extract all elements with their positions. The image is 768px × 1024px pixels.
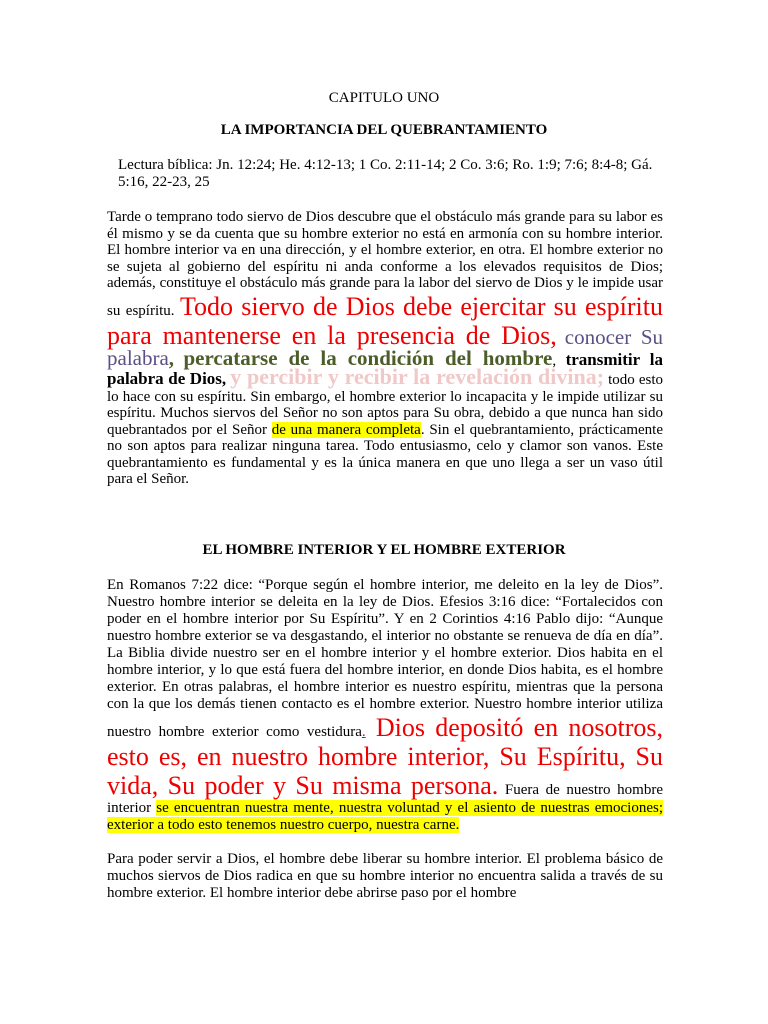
highlight-mente: se encuentran nuestra mente, nuestra voluntad y el asiento de nuestras emociones; exterior a todo esto tenemos nuestro cuerpo, nuestra carne. <box>107 800 664 833</box>
comma-1: , <box>168 345 175 370</box>
section-title: EL HOMBRE INTERIOR Y EL HOMBRE EXTERIOR <box>202 542 566 558</box>
paragraph-2 <box>107 577 663 834</box>
underlined-dot: . <box>361 724 366 740</box>
paragraph-3: Para poder servir a Dios, el hombre debe liberar su hombre interior. El problema básico de muchos siervos de Dios radica en que su hombre interior no encuentra salida a través de su hombre exterior. El hombre interior debe abrirse paso por el hombre <box>107 851 663 901</box>
emphasis-red: Todo siervo de Dios debe ejercitar su espíritu para mantenerse en la presencia de Dios, <box>107 291 663 350</box>
paragraph-1-text-b: todo esto lo hace con su espíritu. Sin embargo, el hombre exterior lo incapacita y le impide utilizar su espíritu. Muchos siervos del Señor no son aptos para Su obra, debido a que nunca han sido quebrantados por el Señor <box>107 372 663 438</box>
paragraph-1 <box>107 209 663 488</box>
highlight-completa: de una manera completa <box>271 421 421 438</box>
chapter-label: CAPITULO UNO <box>328 90 440 106</box>
emphasis-red-2: Dios depositó en nosotros, esto es, en nuestro hombre interior, Su Espíritu, Su vida, Su poder y Su misma persona. <box>107 713 663 800</box>
emphasis-conocer: conocer Su palabra <box>107 324 663 370</box>
emphasis-transmitir: transmitir la palabra de Dios, <box>107 349 664 388</box>
paragraph-2-text-b: Fuera de nuestro hombre interior <box>107 782 663 816</box>
chapter-title: LA IMPORTANCIA DEL QUEBRANTAMIENTO <box>220 122 548 138</box>
paragraph-1-text-a: Tarde o temprano todo siervo de Dios descubre que el obstáculo más grande para su labor es él mismo y se da cuenta que su hombre exterior no está en armonía con su hombre interior. El hombre interior va en una dirección, y el hombre exterior, en otra. El hombre exterior no se sujeta al gobierno del espíritu ni anda conforme a los elevados requisitos de Dios; además, constituye el obstáculo más grande para la labor del siervo de Dios y le impide usar su espíritu. <box>107 209 663 319</box>
paragraph-2-text-a: En Romanos 7:22 dice: “Porque según el hombre interior, me deleito en la ley de Dios”. Nuestro hombre interior se deleita en la ley de Dios. Efesios 3:16 dice: “Fortalecidos con poder en el hombre interior por Su Espíritu”. Y en 2 Corintios 4:16 Pablo dijo: “Aunque nuestro hombre exterior se va desgastando, el interior no obstante se renueva de día en día”. La Biblia divide nuestro ser en el hombre interior y el hombre exterior. Dios habita en el hombre interior, y lo que está fuera del hombre interior, en donde Dios habita, es el hombre exterior. En otras palabras, el hombre interior es nuestro espíritu, mientras que la persona con la que los demás tienen contacto es el hombre exterior. Nuestro hombre interior utiliza nuestro hombre exterior como vestidura <box>107 577 663 740</box>
paragraph-1-text-c: . Sin el quebrantamiento, prácticamente no son aptos para realizar ninguna tarea. Todo entusiasmo, celo y clamor son vanos. Este quebrantamiento es fundamental y es la única manera en que uno llega a ser un vaso útil para el Señor. <box>107 421 664 487</box>
emphasis-percatarse: percatarse de la condición del hombre <box>183 345 553 370</box>
comma-2: , <box>552 352 557 369</box>
emphasis-percibir: y percibir y recibir la revelación divina; <box>230 364 605 389</box>
lectura-biblica: Lectura bíblica: Jn. 12:24; He. 4:12-13; 1 Co. 2:11-14; 2 Co. 3:6; Ro. 1:9; 7:6; 8:4-8; Gá. 5:16, 22-23, 25 <box>118 157 653 190</box>
